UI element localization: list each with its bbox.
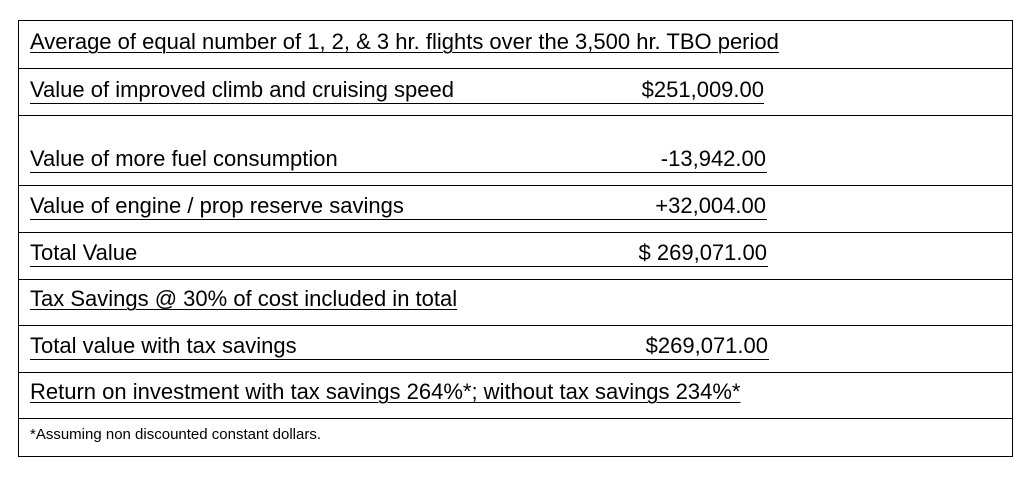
table-row <box>19 233 1012 280</box>
row-value: -13,942.00 <box>660 146 766 171</box>
row-underline <box>30 359 769 360</box>
roi-row <box>19 373 1012 419</box>
table-heading: Average of equal number of 1, 2, & 3 hr. flights over the 3,500 hr. TBO period <box>30 29 779 54</box>
table-row <box>19 116 1012 186</box>
row-label: Total value with tax savings <box>30 333 297 358</box>
row-label: Value of more fuel consumption <box>30 146 338 171</box>
row-label: Value of engine / prop reserve savings <box>30 193 404 218</box>
footnote: *Assuming non discounted constant dollars. <box>30 426 322 443</box>
table-heading-row <box>19 21 1012 69</box>
roi-table <box>18 20 1013 457</box>
table-row <box>19 69 1012 116</box>
table-row <box>19 280 1012 326</box>
row-value: $269,071.00 <box>645 333 768 358</box>
row-label: Tax Savings @ 30% of cost included in total <box>30 286 458 311</box>
row-value: $251,009.00 <box>641 77 764 102</box>
row-value: +32,004.00 <box>655 193 766 218</box>
row-value: $ 269,071.00 <box>638 240 767 265</box>
row-underline <box>30 172 767 173</box>
row-underline <box>30 266 768 267</box>
row-label: Value of improved climb and cruising speed <box>30 77 454 102</box>
footnote-row <box>19 419 1012 456</box>
row-underline <box>30 219 767 220</box>
table-row <box>19 186 1012 233</box>
roi-text: Return on investment with tax savings 264%*; without tax savings 234%* <box>30 379 741 404</box>
table-row <box>19 326 1012 373</box>
row-label: Total Value <box>30 240 138 265</box>
row-underline <box>30 103 764 104</box>
